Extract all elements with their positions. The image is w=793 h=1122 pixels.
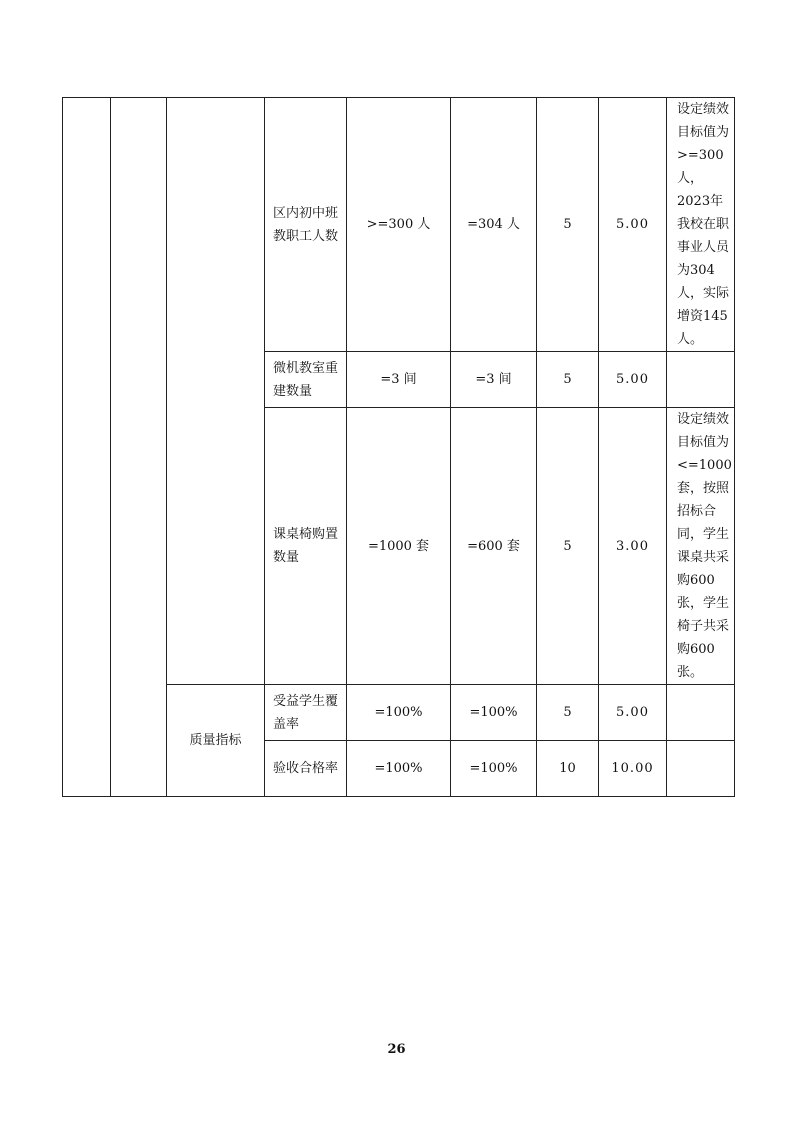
weight-cell: 5 [537, 98, 599, 352]
actual-cell: =3 间 [451, 352, 537, 408]
note-cell: 设定绩效目标值为>=300人，2023年我校在职事业人员为304人，实际增资145人。 [667, 98, 735, 352]
weight-cell: 5 [537, 352, 599, 408]
target-cell: =100% [347, 685, 451, 741]
quality-category-cell: 质量指标 [167, 685, 265, 797]
blank-cell [167, 98, 265, 685]
target-cell: =1000 套 [347, 408, 451, 685]
blank-cell [111, 98, 167, 797]
score-cell: 10.00 [599, 741, 667, 797]
target-cell: >=300 人 [347, 98, 451, 352]
weight-cell: 5 [537, 685, 599, 741]
performance-table [62, 97, 735, 797]
weight-cell: 10 [537, 741, 599, 797]
indicator-cell: 区内初中班教职工人数 [265, 98, 347, 352]
score-cell: 3.00 [599, 408, 667, 685]
note-cell [667, 352, 735, 408]
indicator-cell: 课桌椅购置数量 [265, 408, 347, 685]
actual-cell: =304 人 [451, 98, 537, 352]
score-cell: 5.00 [599, 352, 667, 408]
indicator-cell: 受益学生覆盖率 [265, 685, 347, 741]
table-row [63, 98, 735, 352]
indicator-cell: 微机教室重建数量 [265, 352, 347, 408]
weight-cell: 5 [537, 408, 599, 685]
note-cell: 设定绩效目标值为<=1000套，按照招标合同，学生课桌共采购600张，学生椅子共采购600张。 [667, 408, 735, 685]
target-cell: =100% [347, 741, 451, 797]
page-number: 26 [387, 1042, 406, 1057]
indicator-cell: 验收合格率 [265, 741, 347, 797]
note-cell [667, 685, 735, 741]
blank-cell [63, 98, 111, 797]
score-cell: 5.00 [599, 98, 667, 352]
actual-cell: =100% [451, 741, 537, 797]
actual-cell: =100% [451, 685, 537, 741]
target-cell: =3 间 [347, 352, 451, 408]
actual-cell: =600 套 [451, 408, 537, 685]
note-cell [667, 741, 735, 797]
score-cell: 5.00 [599, 685, 667, 741]
